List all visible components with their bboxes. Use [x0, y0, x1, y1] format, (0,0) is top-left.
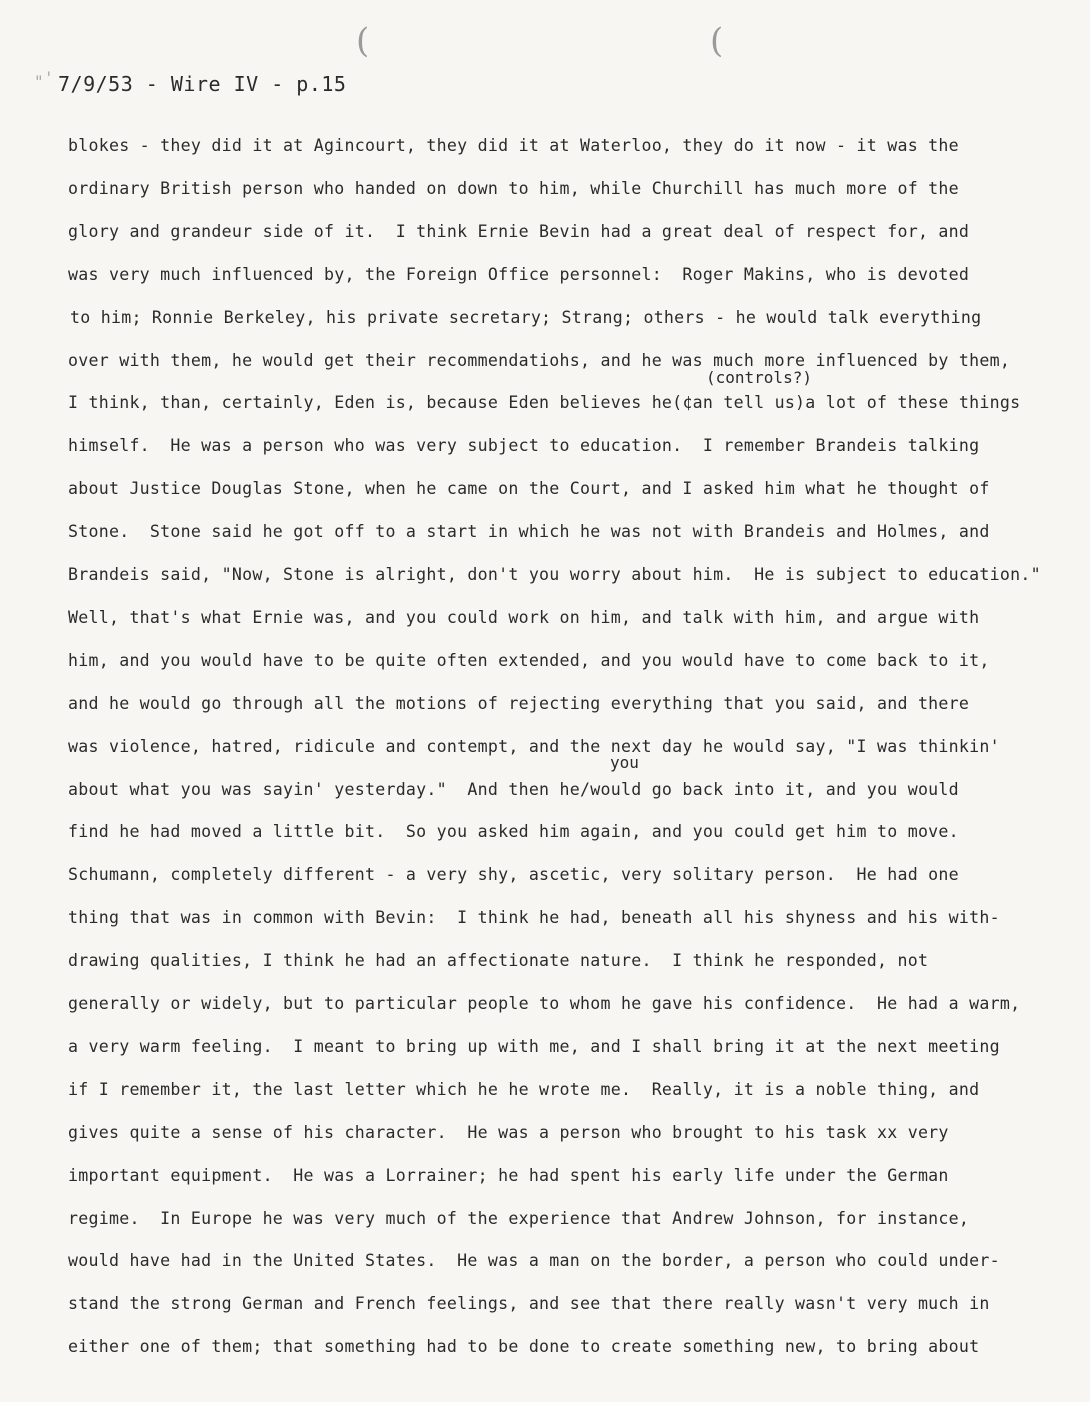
margin-paren-mark: ( — [710, 21, 724, 61]
page-header: 7/9/53 - Wire IV - p.15 — [58, 72, 347, 96]
text-line: a very warm feeling. I meant to bring up with me, and I shall bring it at the next meeting — [68, 1036, 1000, 1056]
text-line: gives quite a sense of his character. He was a person who brought to his task xx very — [68, 1122, 949, 1142]
text-line: glory and grandeur side of it. I think Ernie Bevin had a great deal of respect for, and — [68, 221, 970, 241]
text-line: to him; Ronnie Berkeley, his private secretary; Strang; others - he would talk everything — [70, 307, 982, 327]
margin-tick-mark: ' — [44, 68, 54, 87]
text-line: would have had in the United States. He was a man on the border, a person who could under- — [68, 1251, 1000, 1271]
interlinear-insertion: you — [610, 753, 639, 772]
text-line: thing that was in common with Bevin: I think he had, beneath all his shyness and his with- — [68, 908, 1000, 928]
text-line: about Justice Douglas Stone, when he came on the Court, and I asked him what he thought of — [68, 479, 990, 499]
interlinear-insertion: (controls?) — [706, 368, 812, 387]
text-line: either one of them; that something had to be done to create something new, to bring about — [68, 1337, 980, 1357]
text-line: blokes - they did it at Agincourt, they did it at Waterloo, they do it now - it was the — [68, 136, 959, 155]
text-line: himself. He was a person who was very subject to education. I remember Brandeis talking — [68, 436, 980, 456]
text-line: generally or widely, but to particular people to whom he gave his confidence. He had a warm, — [68, 994, 1021, 1013]
text-line: Stone. Stone said he got off to a start in which he was not with Brandeis and Holmes, and — [68, 522, 990, 542]
margin-tick-mark: " — [34, 72, 44, 91]
text-line: stand the strong German and French feelings, and see that there really wasn't very much in — [68, 1294, 990, 1314]
text-line: him, and you would have to be quite often extended, and you would have to come back to it, — [68, 650, 990, 670]
text-line: Schumann, completely different - a very shy, ascetic, very solitary person. He had one — [68, 865, 959, 885]
text-line: about what you was sayin' yesterday." And then he/would go back into it, and you would — [68, 779, 959, 799]
text-line: Well, that's what Ernie was, and you could work on him, and talk with him, and argue with — [68, 607, 980, 627]
text-line: regime. In Europe he was very much of the experience that Andrew Johnson, for instance, — [68, 1208, 970, 1228]
text-line: important equipment. He was a Lorrainer; he had spent his early life under the German — [68, 1165, 949, 1185]
text-line: I think, than, certainly, Eden is, because Eden believes he(¢an tell us)a lot of these things — [68, 393, 1021, 413]
text-line: find he had moved a little bit. So you asked him again, and you could get him to move. — [68, 822, 959, 842]
text-line: drawing qualities, I think he had an affectionate nature. I think he responded, not — [68, 951, 929, 971]
text-line: ordinary British person who handed on down to him, while Churchill has much more of the — [68, 178, 959, 198]
text-line: Brandeis said, "Now, Stone is alright, don't you worry about him. He is subject to education." — [68, 565, 1041, 584]
text-line: over with them, he would get their recommendatiohs, and he was much more influenced by them, — [68, 350, 1011, 370]
text-line: was violence, hatred, ridicule and contempt, and the next day he would say, "I was thinkin' — [68, 736, 1000, 756]
text-line: if I remember it, the last letter which he he wrote me. Really, it is a noble thing, and — [68, 1079, 980, 1099]
text-line: and he would go through all the motions of rejecting everything that you said, and there — [68, 693, 970, 713]
margin-paren-mark: ( — [356, 21, 370, 61]
text-line: was very much influenced by, the Foreign Office personnel: Roger Makins, who is devoted — [68, 264, 970, 284]
